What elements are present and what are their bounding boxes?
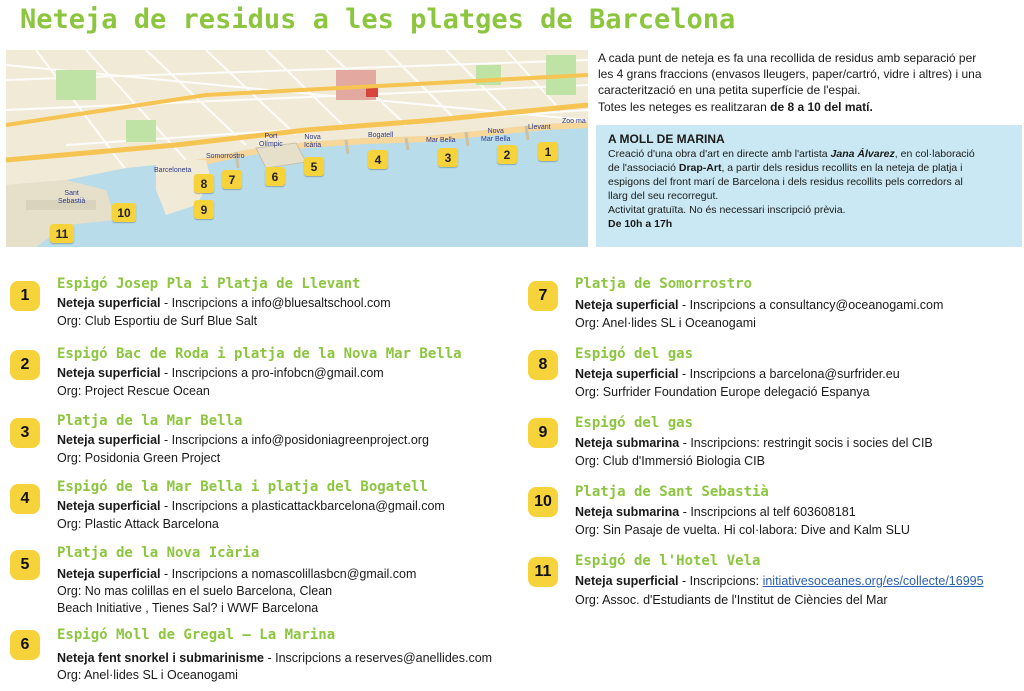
entry-type: Neteja superficial xyxy=(57,433,161,447)
entry-number: 1 xyxy=(10,281,40,311)
event-text: , en col·laboració xyxy=(894,148,975,160)
event-title: A MOLL DE MARINA xyxy=(608,132,725,146)
entry-number: 8 xyxy=(528,350,558,380)
event-line xyxy=(608,161,1010,175)
entry-contact-text: - Inscripcions a barcelona@surfrider.eu xyxy=(678,367,900,381)
entry-title: Platja de la Nova Icària xyxy=(57,545,260,561)
entry-title: Espigó de l'Hotel Vela xyxy=(575,553,761,569)
intro-line: caracterització en una petita superfície de l'espai. xyxy=(598,83,861,98)
intro-schedule: de 8 a 10 del matí. xyxy=(770,99,873,114)
entry-org: Org: Assoc. d'Estudiants de l'Institut de Ciències del Mar xyxy=(575,593,888,607)
event-artist: Jana Álvarez xyxy=(830,148,895,160)
entry-title: Espigó del gas xyxy=(575,346,694,362)
entry-type: Neteja superficial xyxy=(57,296,161,310)
map-label-somorrostro: Somorrostro xyxy=(206,153,245,160)
entry-contact-text: - Inscripcions: xyxy=(678,574,763,588)
entry-contact-text: - Inscripcions al telf 603608181 xyxy=(679,505,856,519)
entry-number: 3 xyxy=(10,418,40,448)
event-line xyxy=(608,147,1010,161)
entry-type: Neteja superficial xyxy=(57,366,161,380)
map-label-llevant: Llevant xyxy=(528,124,551,131)
entry-contact xyxy=(575,366,900,383)
entry-org: Org: Plastic Attack Barcelona xyxy=(57,517,219,531)
entry-contact xyxy=(57,365,384,382)
map-badge-1: 1 xyxy=(538,142,558,161)
map-label-mar-bella: Mar Bella xyxy=(426,137,456,144)
entry-contact-text: - Inscripcions a reserves@anellides.com xyxy=(264,651,493,665)
map-label-zoo: Zoo ma xyxy=(562,118,586,125)
entry-title: Espigó Bac de Roda i platja de la Nova Mar Bella xyxy=(57,346,462,362)
event-line: espigons del front marí de Barcelona i dels residus recollits pels corredors al xyxy=(608,176,963,188)
map-label-nova-mar-bella: Nova Mar Bella xyxy=(481,128,511,143)
entry-number: 10 xyxy=(528,487,558,517)
entry-org: Org: No mas colillas en el suelo Barcelona, Clean xyxy=(57,584,333,598)
entry-title: Espigó del gas xyxy=(575,415,694,431)
entry-org: Beach Initiative , Tienes Sal? i WWF Barcelona xyxy=(57,601,319,615)
entry-title: Platja de Sant Sebastià xyxy=(575,484,769,500)
event-hours: De 10h a 17h xyxy=(608,218,673,230)
map-badge-11: 11 xyxy=(50,224,74,243)
entry-contact xyxy=(57,432,429,449)
entry-org: Org: Posidonia Green Project xyxy=(57,451,221,465)
entry-contact xyxy=(575,573,984,590)
entry-org: Org: Anel·lides SL i Oceanogami xyxy=(57,668,238,682)
map-badge-3: 3 xyxy=(438,148,458,167)
intro-line xyxy=(598,99,1020,115)
entry-org: Org: Club d'Immersió Biologia CIB xyxy=(575,454,765,468)
entry-type: Neteja superficial xyxy=(575,574,679,588)
entry-contact-text: - Inscripcions: restringit socis i socies del CIB xyxy=(679,436,933,450)
entry-title: Espigó Josep Pla i Platja de Llevant xyxy=(57,276,361,292)
entry-contact-text: - Inscripcions a info@bluesaltschool.com xyxy=(160,296,391,310)
entry-type: Neteja fent snorkel i submarinisme xyxy=(57,651,265,665)
entry-type: Neteja submarina xyxy=(575,436,680,450)
beach-map xyxy=(6,50,588,247)
entry-title: Platja de Somorrostro xyxy=(575,276,753,292)
intro-line: les 4 grans fraccions (envasos lleugers, paper/cartró, vidre i altres) i una xyxy=(598,67,982,82)
page-title: Neteja de residus a les platges de Barcelona xyxy=(20,4,736,35)
entry-number: 5 xyxy=(10,550,40,580)
entry-contact xyxy=(57,295,391,312)
entry-contact xyxy=(575,435,933,452)
entry-org: Org: Sin Pasaje de vuelta. Hi col·labora: Dive and Kalm SLU xyxy=(575,523,910,537)
map-badge-10: 10 xyxy=(112,203,136,222)
intro-schedule-prefix: Totes les neteges es realitzaran xyxy=(598,99,771,114)
event-text: , a partir dels residus recollits en la neteja de platja i xyxy=(721,162,963,174)
entry-org: Org: Surfrider Foundation Europe delegació Espanya xyxy=(575,385,870,399)
entry-title: Espigó Moll de Gregal – La Marina xyxy=(57,627,336,643)
event-text: Creació d'una obra d'art en directe amb l'artista xyxy=(608,148,831,160)
map-label-bogatell: Bogatell xyxy=(368,132,394,139)
map-badge-4: 4 xyxy=(368,150,388,169)
map-badge-5: 5 xyxy=(304,157,324,176)
entry-contact xyxy=(57,498,445,515)
registration-link[interactable]: initiativesoceanes.org/es/collecte/16995 xyxy=(762,574,984,588)
entry-contact xyxy=(575,297,943,314)
map-badge-6: 6 xyxy=(265,167,285,186)
entry-contact-text: - Inscripcions a plasticattackbarcelona@gmail.com xyxy=(160,499,445,513)
entry-title: Platja de la Mar Bella xyxy=(57,413,243,429)
map-badge-8: 8 xyxy=(194,174,214,193)
entry-number: 4 xyxy=(10,484,40,514)
map-badge-9: 9 xyxy=(194,200,214,219)
entry-title: Espigó de la Mar Bella i platja del Bogatell xyxy=(57,479,428,495)
entry-number: 7 xyxy=(528,281,558,311)
map-badge-7: 7 xyxy=(222,170,242,189)
entry-contact xyxy=(575,504,856,521)
map-badge-2: 2 xyxy=(497,145,517,164)
entry-number: 11 xyxy=(528,557,558,587)
entry-contact-text: - Inscripcions a info@posidoniagreenproject.org xyxy=(160,433,429,447)
map-label-sant-sebastia: Sant Sebastià xyxy=(58,190,86,205)
entry-contact-text: - Inscripcions a nomascolillasbcn@gmail.com xyxy=(160,567,417,581)
entry-contact-text: - Inscripcions a pro-infobcn@gmail.com xyxy=(160,366,384,380)
map-label-port-olimpic: Port Olímpic xyxy=(259,133,283,148)
event-line: Activitat gratuïta. No és necessari inscripció prèvia. xyxy=(608,204,846,216)
event-text: de l'associació xyxy=(608,162,679,174)
entry-contact xyxy=(57,566,416,583)
entry-number: 6 xyxy=(10,630,40,660)
entry-type: Neteja superficial xyxy=(57,499,161,513)
entry-org: Org: Project Rescue Ocean xyxy=(57,384,210,398)
entry-type: Neteja superficial xyxy=(575,298,679,312)
entry-type: Neteja submarina xyxy=(575,505,680,519)
entry-number: 9 xyxy=(528,418,558,448)
map-label-nova-icaria: Nova Icària xyxy=(304,134,322,149)
entry-org: Org: Club Esportiu de Surf Blue Salt xyxy=(57,314,258,328)
event-line: llarg del seu recorregut. xyxy=(608,190,719,202)
entry-number: 2 xyxy=(10,350,40,380)
entry-type: Neteja superficial xyxy=(57,567,161,581)
intro-line: A cada punt de neteja es fa una recollida de residus amb separació per xyxy=(598,51,977,65)
entry-type: Neteja superficial xyxy=(575,367,679,381)
intro-text xyxy=(598,50,1020,115)
event-org: Drap-Art xyxy=(678,162,722,174)
map-label-barceloneta: Barceloneta xyxy=(154,167,192,174)
event-box xyxy=(596,125,1022,247)
entry-contact-text: - Inscripcions a consultancy@oceanogami.com xyxy=(678,298,944,312)
entry-org: Org: Anel·lides SL i Oceanogami xyxy=(575,316,756,330)
entry-contact xyxy=(57,650,492,667)
